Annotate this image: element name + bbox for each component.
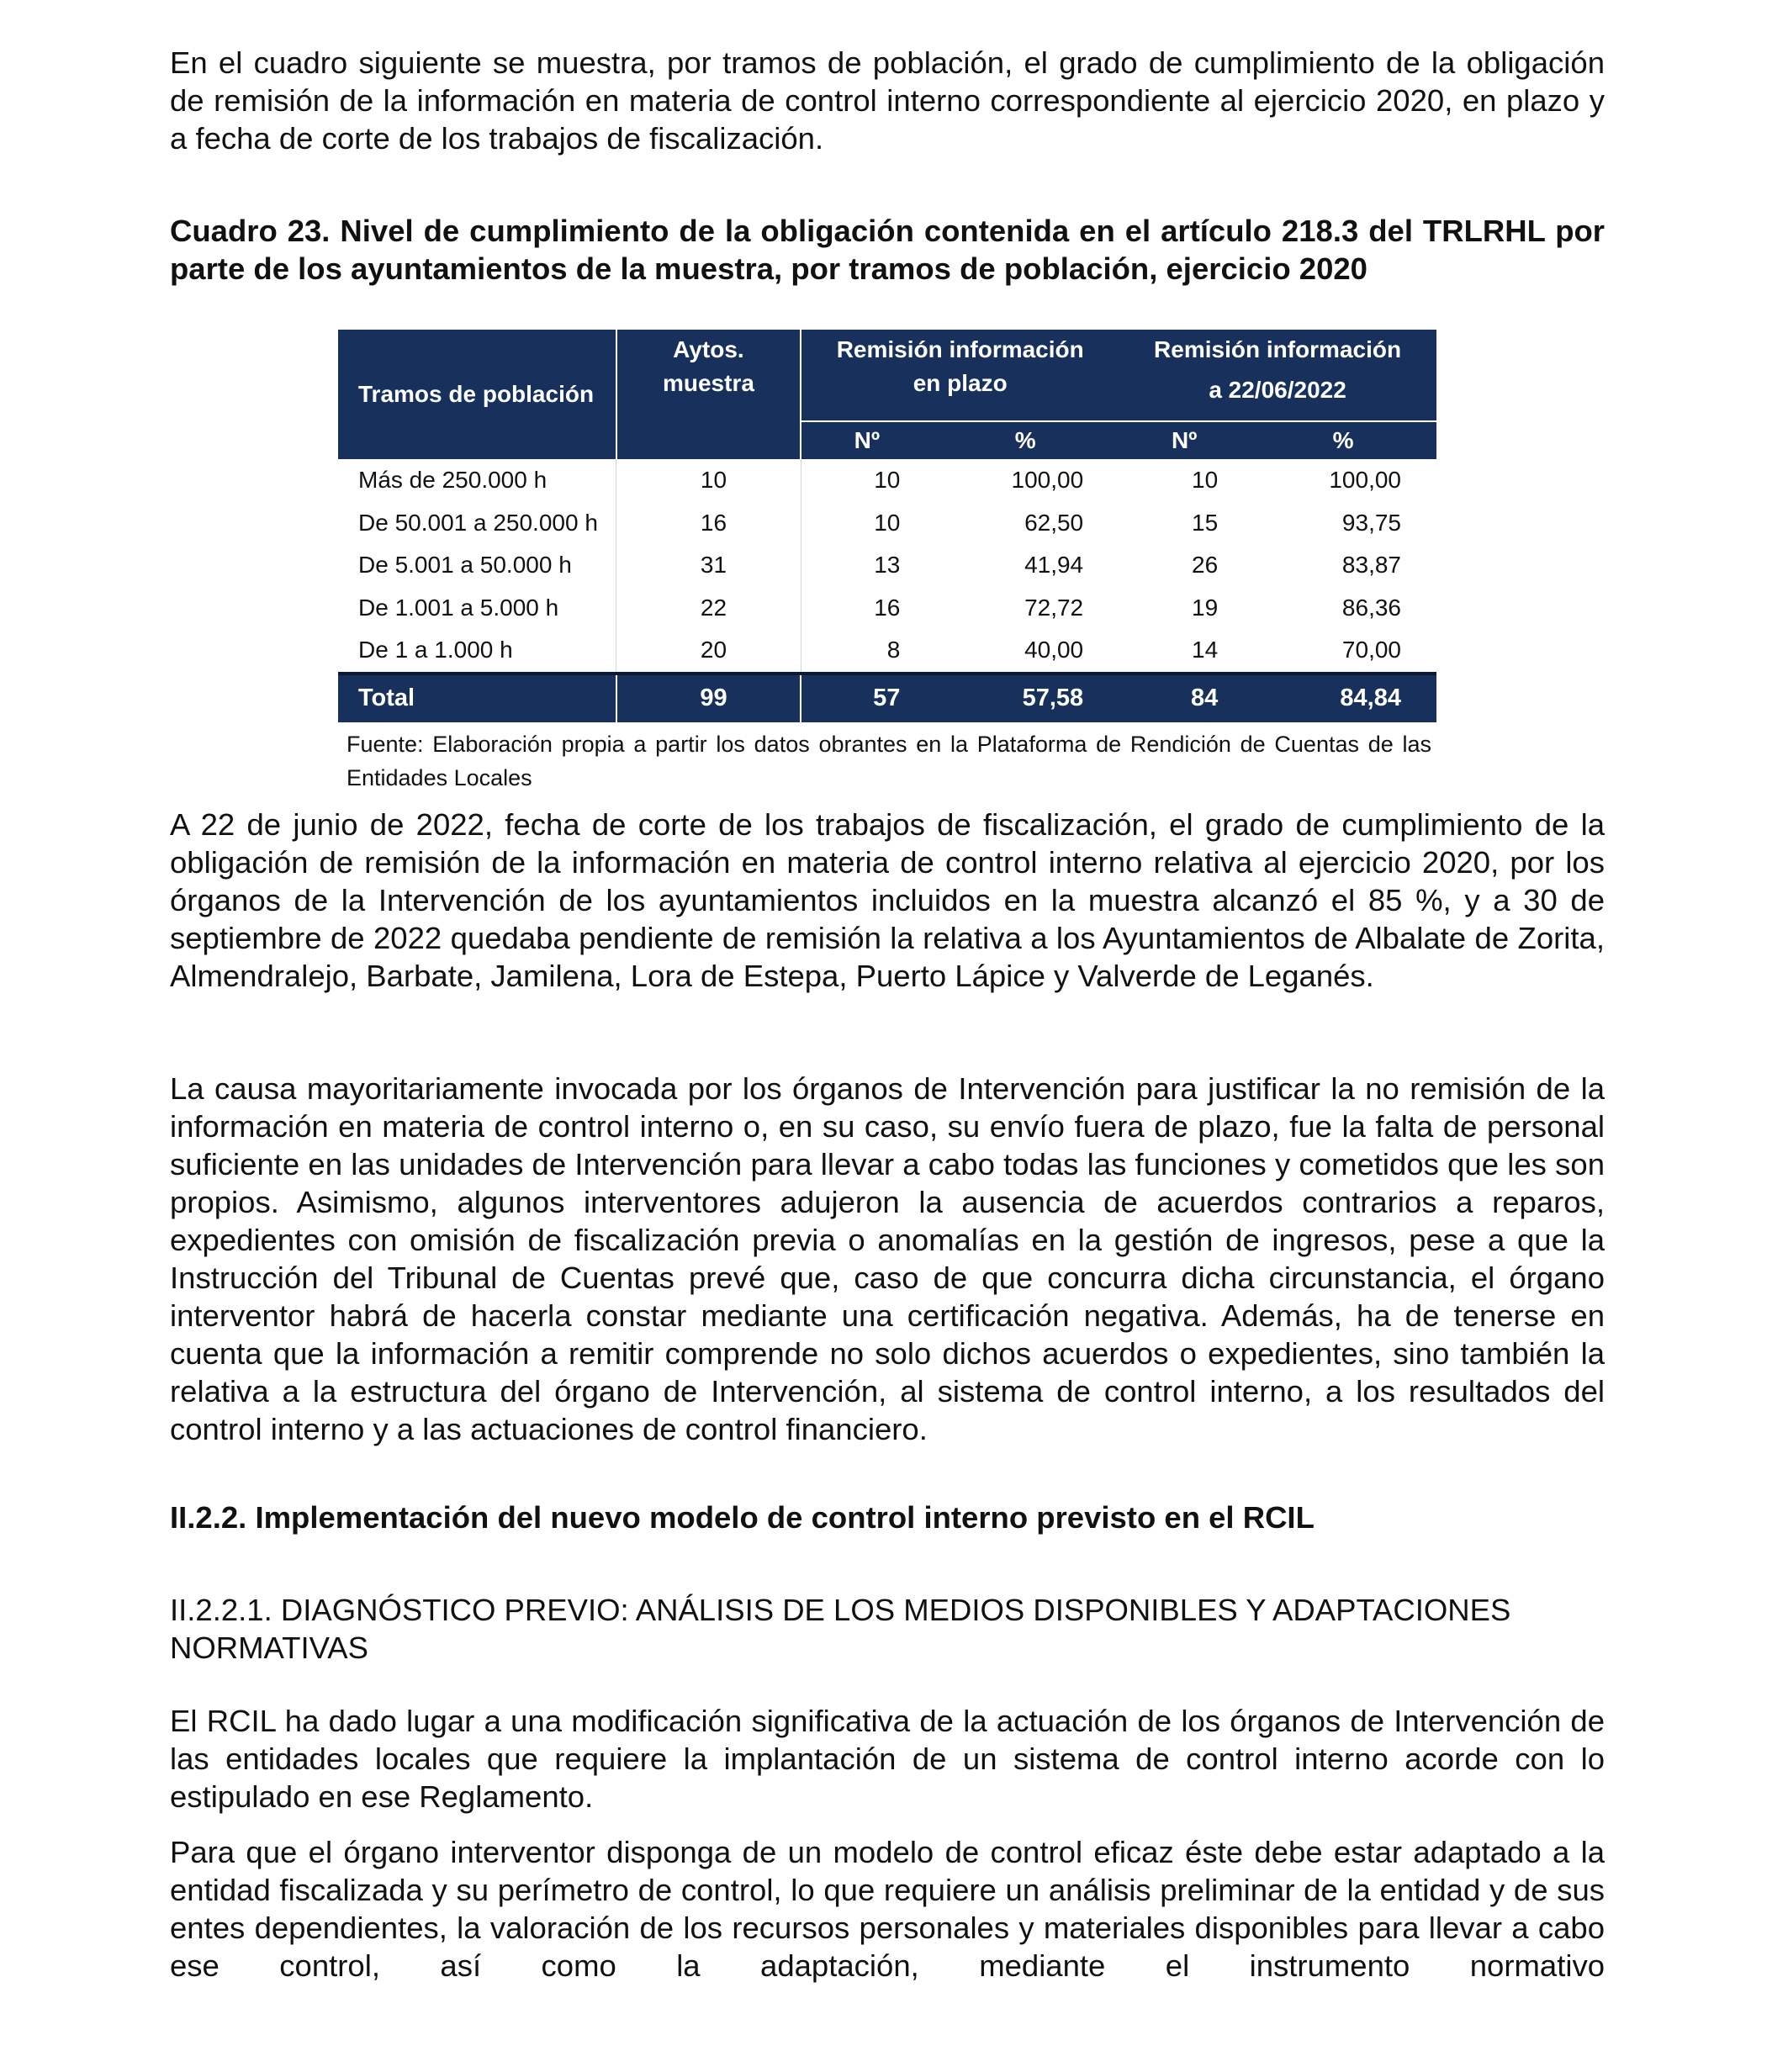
cell-plazo-num: 8 [886,637,901,663]
cell-fecha-pct: 83,87 [1341,552,1401,579]
total-fecha-num: 84 [1119,674,1250,722]
paragraph-block-5 [170,1833,1605,1985]
header-group-fecha-line2: a 22/06/2022 [1209,377,1346,403]
cell-fecha-num: 26 [1192,552,1219,579]
section-heading-block [170,1498,1605,1536]
paragraph-block-4 [170,1702,1605,1816]
cell-fecha-pct: 86,36 [1341,594,1401,621]
table-block [338,330,1436,795]
cell-plazo-pct: 62,50 [1024,509,1084,536]
cell-plazo-num: 13 [874,552,901,579]
header-aytos-line1: Aytos. [673,336,744,362]
paragraph-4: El RCIL ha dado lugar a una modificación significativa de la actuación de los órganos de Intervención de las entidades locales que requiere la implantación de un sistema de control interno acorde con lo estipulado en ese Reglamento. [170,1704,1605,1814]
cell-tramo: De 1 a 1.000 h [338,629,616,674]
table-row [338,629,1436,674]
header-group-plazo-line2: en plazo [913,370,1008,396]
cell-tramo: De 5.001 a 50.000 h [338,544,616,587]
cell-tramo: De 50.001 a 250.000 h [338,502,616,545]
data-table [338,330,1436,722]
table-row [338,502,1436,545]
cell-fecha-pct: 100,00 [1329,467,1401,494]
header-tramos: Tramos de población [338,330,616,459]
total-plazo-num: 57 [801,674,932,722]
total-plazo-pct: 57,58 [932,674,1119,722]
table-row [338,544,1436,587]
table-source-note: Fuente: Elaboración propia a partir los datos obrantes en la Plataforma de Rendición de Cuentas de las Entidades Locales [346,731,1431,790]
subsection-heading-block [170,1591,1605,1667]
cell-plazo-pct: 40,00 [1024,637,1084,663]
cell-plazo-pct: 100,00 [1011,467,1084,494]
cell-plazo-num: 16 [874,594,901,621]
header-fecha-num: Nº [1119,421,1250,459]
cell-aytos: 20 [616,629,801,674]
cell-tramo: Más de 250.000 h [338,459,616,502]
paragraph-3: La causa mayoritariamente invocada por los órganos de Intervención para justificar la no remisión de la información en materia de control interno o, en su caso, su envío fuera de plazo, fue la falta de personal suficiente en las unidades de Intervención para llevar a cabo todas las funciones y cometidos que les son propios. Asimismo, algunos interventores adujeron la ausencia de acuerdos contrarios a reparos, expedientes con omisión de fiscalización previa o anomalías en la gestión de ingresos, pese a que la Instrucción del Tribunal de Cuentas prevé que, caso de que concurra dicha circunstancia, el órgano interventor habrá de hacerla constar mediante una certificación negativa. Además, ha de tenerse en cuenta que la información a remitir comprende no solo dichos acuerdos o expedientes, sino también la relativa a la estructura del órgano de Intervención, al sistema de control interno, a los resultados del control interno y a las actuaciones de control financiero. [170,1071,1605,1446]
header-aytos [616,330,801,459]
cell-fecha-pct: 93,75 [1341,509,1401,536]
cell-fecha-pct: 70,00 [1341,637,1401,663]
header-plazo-num: Nº [801,421,932,459]
paragraph-2: A 22 de junio de 2022, fecha de corte de los trabajos de fiscalización, el grado de cumplimiento de la obligación de remisión de la información en materia de control interno relativa al ejercicio 2020, por los órganos de la Intervención de los ayuntamientos incluidos en la muestra alcanzó el 85 %, y a 30 de septiembre de 2022 quedaba pendiente de remisión la relativa a los Ayuntamientos de Albalate de Zorita, Almendralejo, Barbate, Jamilena, Lora de Estepa, Puerto Lápice y Valverde de Leganés. [170,807,1605,993]
header-fecha-pct: % [1250,421,1436,459]
cell-fecha-num: 10 [1192,467,1219,494]
cell-aytos: 16 [616,502,801,545]
cell-tramo: De 1.001 a 5.000 h [338,587,616,630]
table-row [338,459,1436,502]
cell-plazo-pct: 72,72 [1024,594,1084,621]
table-caption-block [170,212,1605,288]
document-page [170,44,1605,157]
total-fecha-pct: 84,84 [1250,674,1436,722]
header-group-fecha-line1: Remisión información [1154,336,1402,362]
paragraph-5: Para que el órgano interventor disponga de un modelo de control eficaz éste debe estar adaptado a la entidad fiscalizada y su perímetro de control, lo que requiere un análisis preliminar de la entidad y de sus entes dependientes, la valoración de los recursos personales y materiales disponibles para llevar a cabo ese control, así como la adaptación, mediante el instrumento normativo [170,1835,1605,1983]
total-label: Total [338,674,616,722]
total-aytos: 99 [616,674,801,722]
cell-fecha-num: 15 [1192,509,1219,536]
table-row [338,587,1436,630]
cell-aytos: 10 [616,459,801,502]
header-plazo-pct: % [932,421,1119,459]
table-caption: Cuadro 23. Nivel de cumplimiento de la obligación contenida en el artículo 218.3 del TRLRHL por parte de los ayuntamientos de la muestra, por tramos de población, ejercicio 2020 [170,214,1605,286]
intro-paragraph: En el cuadro siguiente se muestra, por tramos de población, el grado de cumplimiento de la obligación de remisión de la información en materia de control interno correspondiente al ejercicio 2020, en plazo y a fecha de corte de los trabajos de fiscalización. [170,45,1605,156]
cell-aytos: 31 [616,544,801,587]
header-group-fecha [1119,330,1436,421]
cell-fecha-num: 14 [1192,637,1219,663]
subsection-heading: II.2.2.1. DIAGNÓSTICO PREVIO: ANÁLISIS DE LOS MEDIOS DISPONIBLES Y ADAPTACIONES NORMATIVAS [170,1593,1511,1665]
section-heading: II.2.2. Implementación del nuevo modelo de control interno previsto en el RCIL [170,1500,1315,1535]
header-aytos-line2: muestra [662,370,754,396]
cell-plazo-pct: 41,94 [1024,552,1084,579]
cell-plazo-num: 10 [874,509,901,536]
table-total-row [338,674,1436,722]
paragraph-block-2 [170,806,1605,995]
cell-aytos: 22 [616,587,801,630]
header-group-plazo [801,330,1119,421]
cell-plazo-num: 10 [874,467,901,494]
paragraph-block-3 [170,1070,1605,1448]
header-group-plazo-line1: Remisión información [836,336,1084,362]
cell-fecha-num: 19 [1192,594,1219,621]
